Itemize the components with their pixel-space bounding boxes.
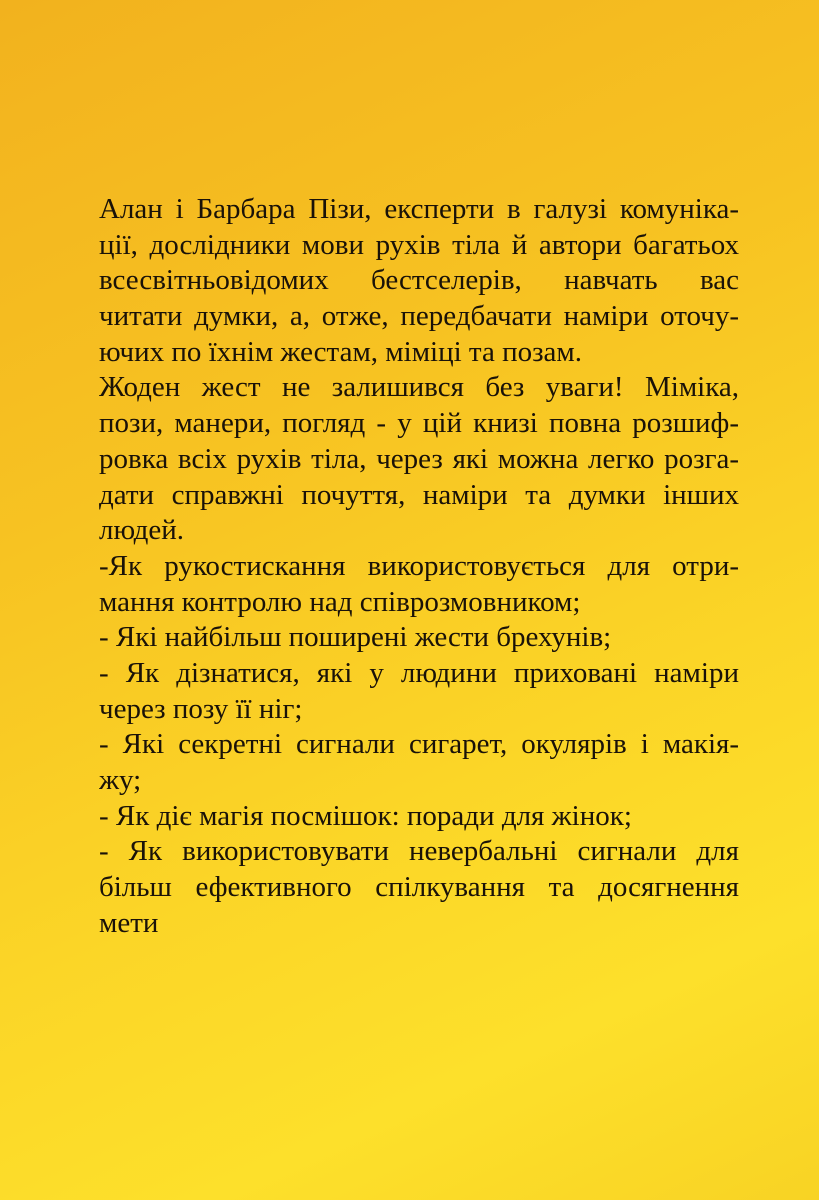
blurb-line: - Які найбільш поширені жести брехунів; (99, 621, 612, 654)
blurb-line: -Як рукостискання використовується для отри- (99, 549, 739, 582)
blurb-line: ровка всіх рухів тіла, через які можна легко розга- (99, 442, 739, 475)
blurb-line: жу; (99, 764, 142, 796)
blurb-line: - Як діє магія посмішок: поради для жінок; (99, 799, 632, 832)
blurb-line: - Як використовувати невербальні сигнали для (99, 835, 739, 868)
blurb-line: людей. (99, 514, 185, 547)
blurb-line: Алан і Барбара Пізи, експерти в галузі комуніка- (99, 193, 739, 225)
blurb-line: читати думки, а, отже, передбачати наміри оточу- (99, 300, 739, 333)
blurb-line: ції, дослідники мови рухів тіла й автори багатьох (99, 228, 739, 261)
cover-blurb (99, 192, 739, 941)
blurb-line: - Як дізнатися, які у людини приховані наміри (99, 656, 739, 689)
blurb-line: більш ефективного спілкування та досягнення (99, 871, 739, 904)
blurb-line: мання контролю над співрозмовником; (99, 585, 581, 618)
blurb-line: ючих по їхнім жестам, міміці та позам. (99, 335, 583, 368)
blurb-line: - Які секретні сигнали сигарет, окулярів і макія- (99, 728, 739, 761)
blurb-line: мети (99, 906, 159, 939)
blurb-line: всесвітньовідомих бестселерів, навчать вас (99, 264, 739, 297)
blurb-line: пози, манери, погляд - у цій книзі повна розшиф- (99, 407, 739, 440)
blurb-line: через позу її ніг; (99, 692, 303, 725)
blurb-line: Жоден жест не залишився без уваги! Міміка, (99, 371, 739, 404)
blurb-line: дати справжні почуття, наміри та думки інших (99, 478, 739, 511)
